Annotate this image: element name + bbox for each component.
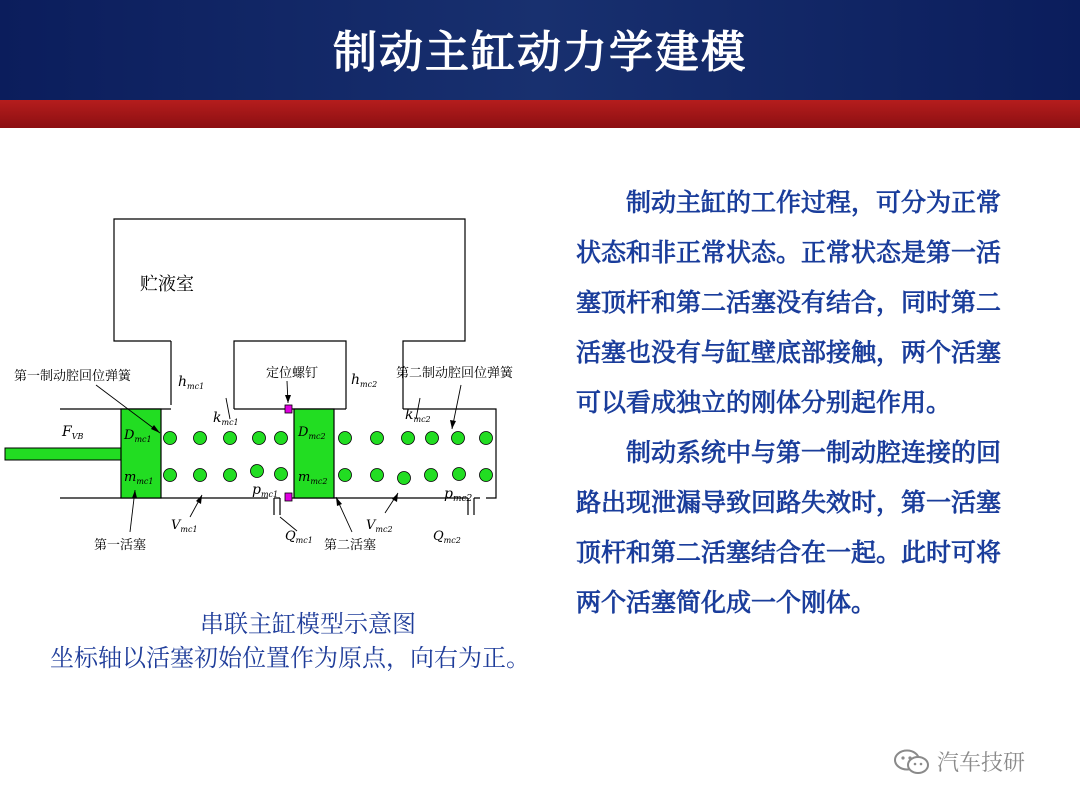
spring-ball (480, 432, 493, 445)
screw-pin (285, 493, 292, 501)
symbol-v-mc1: $V_{mc1}$ (171, 518, 198, 534)
symbol-p-mc1: $p_{mc1}$ (252, 482, 279, 499)
symbol-m-mc1: $m_{mc1}$ (124, 470, 154, 486)
piston2-label: 第二活塞 (324, 538, 377, 553)
wechat-icon (893, 748, 931, 776)
spring-ball (452, 432, 465, 445)
spring-ball (164, 469, 177, 482)
watermark-text: 汽车技研 (937, 751, 1026, 776)
spring-ball (339, 469, 352, 482)
symbol-d-mc1: $D_{mc1}$ (124, 428, 152, 444)
spring1-label: 第一制动腔回位弹簧 (14, 369, 132, 384)
outlet-port-1 (274, 498, 280, 515)
spring-ball (251, 465, 264, 478)
spring-ball (426, 432, 439, 445)
symbol-h-mc2: $h_{mc2}$ (351, 372, 378, 389)
description-paragraph-2: 制动系统中与第一制动腔连接的回路出现泄漏导致回路失效时，第一活塞顶杆和第二活塞结合在一起。此时可将两个活塞简化成一个刚体。 (576, 438, 1002, 617)
spring-balls-2 (339, 432, 493, 485)
spring-ball (425, 469, 438, 482)
spring-ball (371, 469, 384, 482)
symbol-q-mc2: $Q_{mc2}$ (433, 529, 461, 545)
description-text (576, 178, 1016, 628)
master-cylinder-diagram (0, 195, 520, 565)
spring2-label: 第二制动腔回位弹簧 (396, 366, 514, 381)
axis-note: 坐标轴以活塞初始位置作为原点，向右为正。 (50, 644, 530, 672)
spring-balls-1 (164, 432, 288, 482)
title-bar (0, 0, 1080, 100)
spring-ball (194, 432, 207, 445)
symbol-p-mc2: $p_{mc2}$ (444, 486, 473, 504)
symbol-k-mc1: $k_{mc1}$ (213, 410, 239, 427)
page-title: 制动主缸动力学建模 (333, 27, 747, 78)
spring-ball (480, 469, 493, 482)
spring-ball (275, 468, 288, 481)
piston1-label: 第一活塞 (94, 538, 147, 553)
symbol-f-vb: $F_{VB}$ (62, 424, 84, 441)
title-stripe (0, 100, 1080, 128)
spring-ball (275, 432, 288, 445)
spring-ball (224, 432, 237, 445)
symbol-k-mc2: $k_{mc2}$ (405, 407, 431, 424)
diagram-caption: 串联主缸模型示意图 (200, 610, 416, 638)
reservoir-label: 贮液室 (140, 274, 194, 295)
spring-ball (253, 432, 266, 445)
spring-ball (194, 469, 207, 482)
positioning-screw (285, 405, 292, 413)
spring-ball (453, 468, 466, 481)
spring-ball (402, 432, 415, 445)
description-paragraph-1: 制动主缸的工作过程，可分为正常状态和非正常状态。正常状态是第一活塞顶杆和第二活塞没有结合，同时第二活塞也没有与缸壁底部接触，两个活塞可以看成独立的刚体分别起作用。 (576, 188, 1002, 417)
symbol-d-mc2: $D_{mc2}$ (298, 425, 326, 441)
symbol-m-mc2: $m_{mc2}$ (298, 470, 328, 486)
spring-ball (398, 472, 411, 485)
watermark (893, 746, 1025, 777)
push-rod (5, 448, 123, 460)
spring-ball (371, 432, 384, 445)
spring-ball (224, 469, 237, 482)
spring-ball (164, 432, 177, 445)
symbol-h-mc1: $h_{mc1}$ (178, 374, 205, 391)
screw-label: 定位螺钉 (266, 366, 319, 381)
symbol-v-mc2: $V_{mc2}$ (366, 518, 393, 534)
symbol-q-mc1: $Q_{mc1}$ (285, 529, 313, 545)
spring-ball (339, 432, 352, 445)
